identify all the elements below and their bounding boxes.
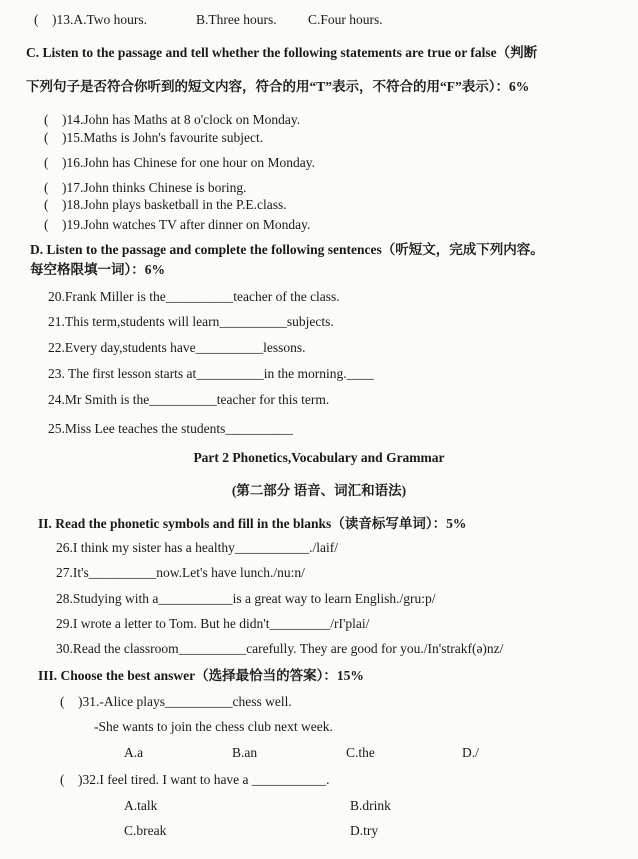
question-18: ( )18.John plays basketball in the P.E.class. — [44, 197, 287, 212]
question-32-option-b: B.drink — [350, 798, 391, 813]
question-13-option-c: C.Four hours. — [308, 12, 383, 27]
question-31-option-b: B.an — [232, 745, 258, 760]
section-c-heading-line2: 下列句子是否符合你听到的短文内容，符合的用“T”表示，不符合的用“F”表示）：6% — [26, 79, 530, 94]
question-31-option-d: D./ — [462, 745, 479, 760]
question-16: ( )16.John has Chinese for one hour on Monday. — [44, 155, 315, 170]
question-13-option-b: B.Three hours. — [196, 12, 277, 27]
question-29: 29.I wrote a letter to Tom. But he didn't_________/rI'plai/ — [56, 616, 370, 631]
question-31-reply: -She wants to join the chess club next week. — [94, 719, 333, 734]
question-14: ( )14.John has Maths at 8 o'clock on Monday. — [44, 112, 301, 127]
question-19: ( )19.John watches TV after dinner on Monday. — [44, 217, 311, 232]
question-27: 27.It's__________now.Let's have lunch./nu:n/ — [56, 565, 305, 580]
question-13: ( )13.A.Two hours. — [34, 12, 148, 27]
question-32: ( )32.I feel tired. I want to have a ___________. — [60, 772, 330, 787]
section-d-heading-line2: 每空格限填一词）：6% — [30, 262, 165, 277]
question-32-option-d: D.try — [350, 823, 379, 838]
part-2-title: Part 2 Phonetics,Vocabulary and Grammar — [193, 450, 445, 465]
question-17: ( )17.John thinks Chinese is boring. — [44, 180, 247, 195]
question-21: 21.This term,students will learn__________subjects. — [48, 314, 334, 329]
question-22: 22.Every day,students have__________lessons. — [48, 340, 306, 355]
question-24: 24.Mr Smith is the__________teacher for this term. — [48, 392, 330, 407]
section-iii-heading: III. Choose the best answer（选择最恰当的答案）：15% — [38, 668, 364, 683]
question-28: 28.Studying with a___________is a great way to learn English./gru:p/ — [56, 591, 436, 606]
section-ii-heading: II. Read the phonetic symbols and fill in the blanks（读音标写单词）：5% — [38, 516, 467, 531]
part-2-subtitle: (第二部分 语音、词汇和语法) — [231, 483, 407, 498]
question-30: 30.Read the classroom__________carefully. They are good for you./In'strakf(ə)nz/ — [56, 641, 504, 656]
question-23: 23. The first lesson starts at__________in the morning.____ — [48, 366, 374, 381]
question-20: 20.Frank Miller is the__________teacher of the class. — [48, 289, 340, 304]
section-c-heading-line1: C. Listen to the passage and tell whether the following statements are true or false（判断 — [26, 45, 538, 60]
question-15: ( )15.Maths is John's favourite subject. — [44, 130, 264, 145]
question-26: 26.I think my sister has a healthy___________./laif/ — [56, 540, 338, 555]
question-31: ( )31.-Alice plays__________chess well. — [60, 694, 292, 709]
question-32-option-c: C.break — [124, 823, 167, 838]
question-31-option-c: C.the — [346, 745, 375, 760]
question-32-option-a: A.talk — [124, 798, 158, 813]
question-31-option-a: A.a — [124, 745, 144, 760]
section-d-heading-line1: D. Listen to the passage and complete the following sentences（听短文，完成下列内容。 — [30, 242, 544, 257]
question-25: 25.Miss Lee teaches the students__________ — [48, 421, 293, 436]
